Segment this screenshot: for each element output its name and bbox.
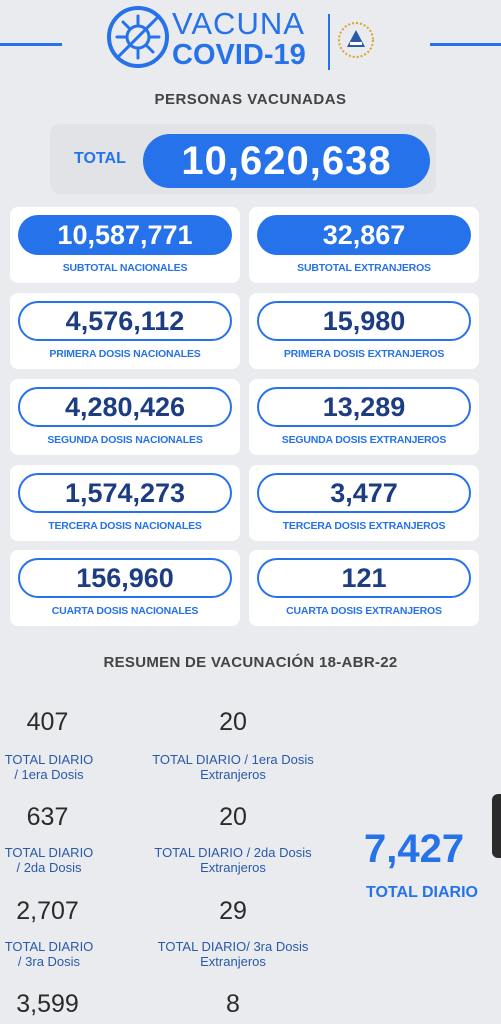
stat-card [10,465,240,541]
total-value: 10,620,638 [143,134,430,188]
stat-card-label: CUARTA DOSIS EXTRANJEROS [286,605,442,617]
page-subtitle: PERSONAS VACUNADAS [154,91,347,108]
national-seal-icon [336,20,376,60]
stat-card-value: 4,280,426 [18,387,232,427]
daily-ext-3-value: 29 [219,897,247,925]
stat-card [249,379,479,455]
stat-card-label: PRIMERA DOSIS NACIONALES [49,348,201,360]
logo-text-vacuna: VACUNA [172,6,305,41]
stat-card [10,550,240,626]
daily-nac-1-label: TOTAL DIARIO / 1era Dosis [4,752,94,782]
stat-card-value: 4,576,112 [18,301,232,341]
daily-total-value: 7,427 [364,827,465,871]
header-line-right [430,43,501,46]
stat-card-label: PRIMERA DOSIS EXTRANJEROS [283,348,445,360]
stat-card-label: TERCERA DOSIS NACIONALES [48,520,202,532]
stat-card-label: CUARTA DOSIS NACIONALES [51,605,199,617]
daily-nac-2-value: 637 [26,803,69,831]
stat-card-label: SEGUNDA DOSIS NACIONALES [47,434,203,446]
daily-ext-2-value: 20 [219,803,247,831]
stat-card-label: TERCERA DOSIS EXTRANJEROS [282,520,446,532]
stat-card [249,293,479,369]
daily-nac-4-value: 3,599 [16,990,79,1018]
stat-card-value: 10,587,771 [18,215,232,255]
daily-total-label: TOTAL DIARIO [366,884,478,901]
stat-card [249,207,479,283]
stat-card-value: 32,867 [257,215,471,255]
stat-card-label: SUBTOTAL NACIONALES [62,262,188,274]
daily-nac-2-label: TOTAL DIARIO / 2da Dosis [4,845,94,875]
daily-nac-1-value: 407 [26,708,69,736]
stat-card [10,379,240,455]
daily-ext-3-label: TOTAL DIARIO/ 3ra Dosis Extranjeros [157,939,309,969]
stat-card-value: 1,574,273 [18,473,232,513]
daily-ext-1-label: TOTAL DIARIO / 1era Dosis Extranjeros [152,752,314,782]
header-line-left [0,43,62,46]
daily-ext-2-label: TOTAL DIARIO / 2da Dosis Extranjeros [154,845,312,875]
stat-card-value: 121 [257,558,471,598]
stat-card-value: 3,477 [257,473,471,513]
stat-card [249,465,479,541]
virus-logo-icon [107,6,169,68]
stat-card [10,207,240,283]
side-scroll-tab[interactable] [492,794,501,858]
stat-card-value: 156,960 [18,558,232,598]
total-label: TOTAL [74,150,126,167]
stat-card [10,293,240,369]
daily-nac-3-label: TOTAL DIARIO / 3ra Dosis [4,939,94,969]
resumen-title: RESUMEN DE VACUNACIÓN 18-ABR-22 [103,654,398,671]
stat-card-value: 15,980 [257,301,471,341]
stat-card-value: 13,289 [257,387,471,427]
logo-divider [328,14,330,70]
daily-ext-4-value: 8 [226,990,240,1018]
stat-card [249,550,479,626]
stat-card-label: SEGUNDA DOSIS EXTRANJEROS [281,434,447,446]
logo-text-covid: COVID-19 [172,39,306,71]
daily-nac-3-value: 2,707 [16,897,79,925]
stat-card-label: SUBTOTAL EXTRANJEROS [297,262,431,274]
daily-ext-1-value: 20 [219,708,247,736]
